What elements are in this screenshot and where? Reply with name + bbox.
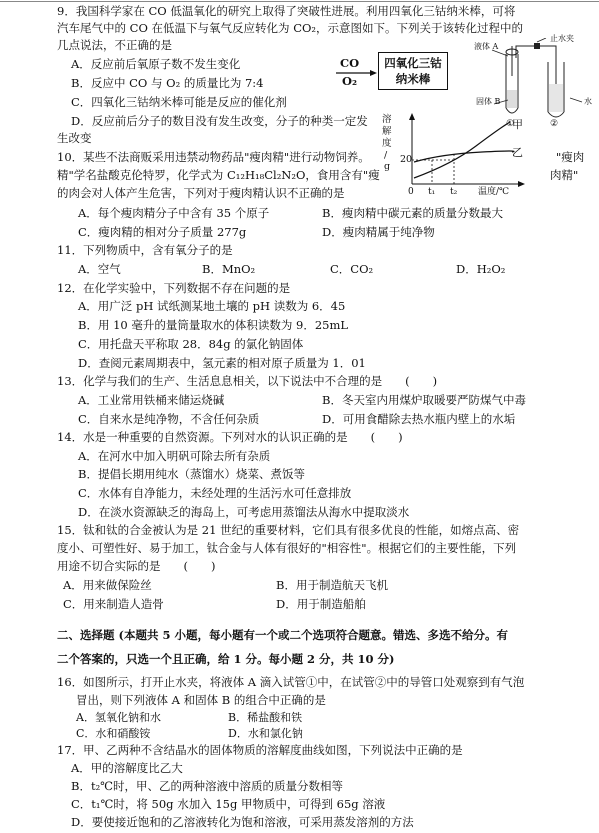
q16-option-a: A．氢氧化钠和水 bbox=[76, 711, 161, 724]
q14-option-a: A．在河水中加入明矾可除去所有杂质 bbox=[78, 449, 271, 463]
q12-option-a: A．用广泛 pH 试纸测某地土壤的 pH 读数为 6．45 bbox=[78, 299, 346, 313]
q13-option-b: B．冬天室内用煤炉取暖要严防煤气中毒 bbox=[322, 393, 526, 407]
q15-option-c: C．用来制造人造骨 bbox=[63, 597, 164, 611]
q16-line1: 16．如图所示，打开止水夹，将液体 A 滴入试管①中，在试管②中的导管口处观察到有气泡 bbox=[57, 675, 525, 689]
q17-option-d: D．要使接近饱和的乙溶液转化为饱和溶液，可采用蒸发溶剂的方法 bbox=[71, 815, 414, 829]
tube-1-label: ① bbox=[506, 119, 515, 129]
q12-option-c: C．用托盘天平称取 28．84g 的氯化钠固体 bbox=[78, 337, 304, 351]
q11-option-d: D．H₂O₂ bbox=[456, 262, 506, 276]
q13-line1: 13．化学与我们的生产、生活息息相关，以下说法中不合理的是 ( ) bbox=[57, 374, 438, 388]
q12-option-b: B．用 10 毫升的量筒量取水的体积读数为 9．25mL bbox=[78, 318, 349, 332]
q11-option-c: C．CO₂ bbox=[330, 262, 374, 276]
q9-option-a: A．反应前后氧原子数不发生变化 bbox=[71, 57, 241, 71]
reaction-arrow bbox=[334, 70, 378, 76]
tube-2-label: ② bbox=[550, 119, 559, 129]
graph-curve-label-yi: 乙 bbox=[512, 146, 523, 159]
q13-option-c: C．自来水是纯净物，不含任何杂质 bbox=[78, 412, 260, 426]
q10-option-b: B．瘦肉精中碳元素的质量分数最大 bbox=[322, 206, 503, 220]
q15-option-d: D．用于制造船舶 bbox=[276, 597, 366, 611]
graph-y-tick-20: 20 bbox=[400, 154, 413, 165]
q16-option-c: C．水和硝酸铵 bbox=[76, 727, 151, 740]
q10-option-a: A．每个瘦肉精分子中含有 35 个原子 bbox=[78, 206, 270, 220]
curve-jia bbox=[414, 122, 510, 178]
section2-heading-line1: 二、选择题 (本题共 5 小题，每小题有一个或二个选项符合题意。错选、多选不给分。有 bbox=[57, 628, 508, 642]
reactant-co: CO bbox=[340, 56, 360, 70]
top-rule bbox=[0, 1, 599, 2]
q10-option-d: D．瘦肉精属于纯净物 bbox=[322, 225, 435, 239]
water-label: 水 bbox=[584, 97, 592, 106]
q9-line2: 汽车尾气中的 CO 在低温下与氧气反应转化为 CO₂，示意图如下。下列关于该转化过程中的 bbox=[57, 21, 524, 35]
graph-xlabel: 温度/℃ bbox=[478, 187, 510, 197]
q9-line3: 几点说法，不正确的是 bbox=[57, 38, 172, 52]
graph-ylabel-1: 溶 bbox=[382, 114, 392, 125]
q10-option-c: C．瘦肉精的相对分子质量 277g bbox=[78, 225, 247, 239]
q10-line1: 10．某些不法商贩采用违禁动物药品"瘦肉精"进行动物饲养。 bbox=[57, 150, 370, 164]
q17-option-a: A．甲的溶解度比乙大 bbox=[71, 761, 183, 775]
q9-option-b: B．反应中 CO 与 O₂ 的质量比为 7:4 bbox=[71, 76, 264, 90]
catalyst-box bbox=[378, 52, 448, 90]
q13-option-a: A．工业常用铁桶来储运烧碱 bbox=[78, 393, 225, 407]
q15-option-a: A．用来做保险丝 bbox=[63, 578, 152, 592]
q16-option-d: D．水和氯化钠 bbox=[228, 727, 303, 740]
q9-option-c: C．四氧化三钴纳米棒可能是反应的催化剂 bbox=[71, 95, 287, 109]
graph-ylabel-5: g bbox=[384, 161, 391, 172]
q9-option-d-line1: D．反应前后分子的数目没有发生改变，分子的种类一定发 bbox=[71, 114, 368, 128]
q15-line1: 15．钛和钛的合金被认为是 21 世纪的重要材料，它们具有很多优良的性能，如熔点高、密 bbox=[57, 523, 520, 537]
catalyst-label-line1: 四氧化三钴 bbox=[384, 56, 442, 70]
q11-option-b: B．MnO₂ bbox=[202, 262, 256, 276]
graph-ylabel-2: 解 bbox=[382, 126, 392, 137]
q11-option-a: A．空气 bbox=[78, 262, 121, 276]
q16-line2: 冒出，则下列液体 A 和固体 B 的组合中正确的是 bbox=[76, 693, 326, 707]
liquid-a-label: 液体 A bbox=[474, 42, 499, 51]
q10-line2-right: 肉精" bbox=[550, 168, 579, 182]
graph-x-origin: 0 bbox=[408, 187, 414, 197]
q14-line1: 14．水是一种重要的自然资源。下列对水的认识正确的是 ( ) bbox=[57, 430, 403, 444]
solid-b-label: 固体 B bbox=[476, 97, 501, 106]
clamp-label: 止水夹 bbox=[550, 34, 574, 43]
q12-line1: 12．在化学实验中，下列数据不存在问题的是 bbox=[57, 281, 291, 295]
q17-option-c: C．t₁℃时，将 50g 水加入 15g 甲物质中，可得到 65g 溶液 bbox=[71, 797, 386, 811]
q17-line1: 17．甲、乙两种不含结晶水的固体物质的溶解度曲线如图，下列说法中正确的是 bbox=[57, 743, 463, 757]
graph-ylabel-3: 度 bbox=[382, 138, 392, 149]
q9-line1: 9．我国科学家在 CO 低温氧化的研究上取得了突破性进展。利用四氧化三钴纳米棒，可将 bbox=[57, 4, 516, 18]
graph-ylabel-4: / bbox=[384, 150, 388, 161]
q15-line3: 用途不切合实际的是 ( ) bbox=[57, 559, 216, 573]
section2-heading-line2: 二个答案的，只选一个且正确，给 1 分。每小题 2 分，共 10 分) bbox=[57, 652, 395, 666]
q10-line2: 精"学名盐酸克伦特罗，化学式为 C₁₂H₁₈Cl₂N₂O，食用含有"瘦 bbox=[57, 168, 380, 182]
q9-option-d-line2: 生改变 bbox=[57, 131, 92, 145]
q10-line3: 的肉会对人体产生危害，下列对于瘦肉精认识不正确的是 bbox=[57, 186, 345, 200]
q14-option-b: B．提倡长期用纯水（蒸馏水）烧菜、煮饭等 bbox=[78, 467, 305, 481]
q17-option-b: B．t₂℃时，甲、乙的两种溶液中溶质的质量分数相等 bbox=[71, 779, 344, 793]
q15-option-b: B．用于制造航天飞机 bbox=[276, 578, 388, 592]
graph-x-t1: t₁ bbox=[428, 187, 436, 197]
graph-curve-label-jia: 甲 bbox=[512, 118, 523, 131]
q12-option-d: D．查阅元素周期表中，氢元素的相对原子质量为 1．01 bbox=[78, 356, 366, 370]
q14-option-c: C．水体有自净能力，未经处理的生活污水可任意排放 bbox=[78, 486, 352, 500]
q15-line2: 度小、可塑性好、易于加工，钛合金与人体有很好的"相容性"。根据它们的主要性能，下列 bbox=[57, 541, 517, 555]
q14-option-d: D．在淡水资源缺乏的海岛上，可考虑用蒸馏法从海水中提取淡水 bbox=[78, 505, 410, 519]
q10-line1-right: "瘦肉 bbox=[556, 150, 585, 164]
q13-option-d: D．可用食醋除去热水瓶内壁上的水垢 bbox=[322, 412, 516, 426]
q11-line1: 11．下列物质中，含有氧分子的是 bbox=[57, 243, 233, 257]
catalyst-label-line2: 纳米棒 bbox=[395, 71, 431, 86]
q16-option-b: B．稀盐酸和铁 bbox=[228, 711, 303, 724]
reactant-o2: O₂ bbox=[342, 74, 358, 88]
graph-x-t2: t₂ bbox=[450, 187, 458, 197]
